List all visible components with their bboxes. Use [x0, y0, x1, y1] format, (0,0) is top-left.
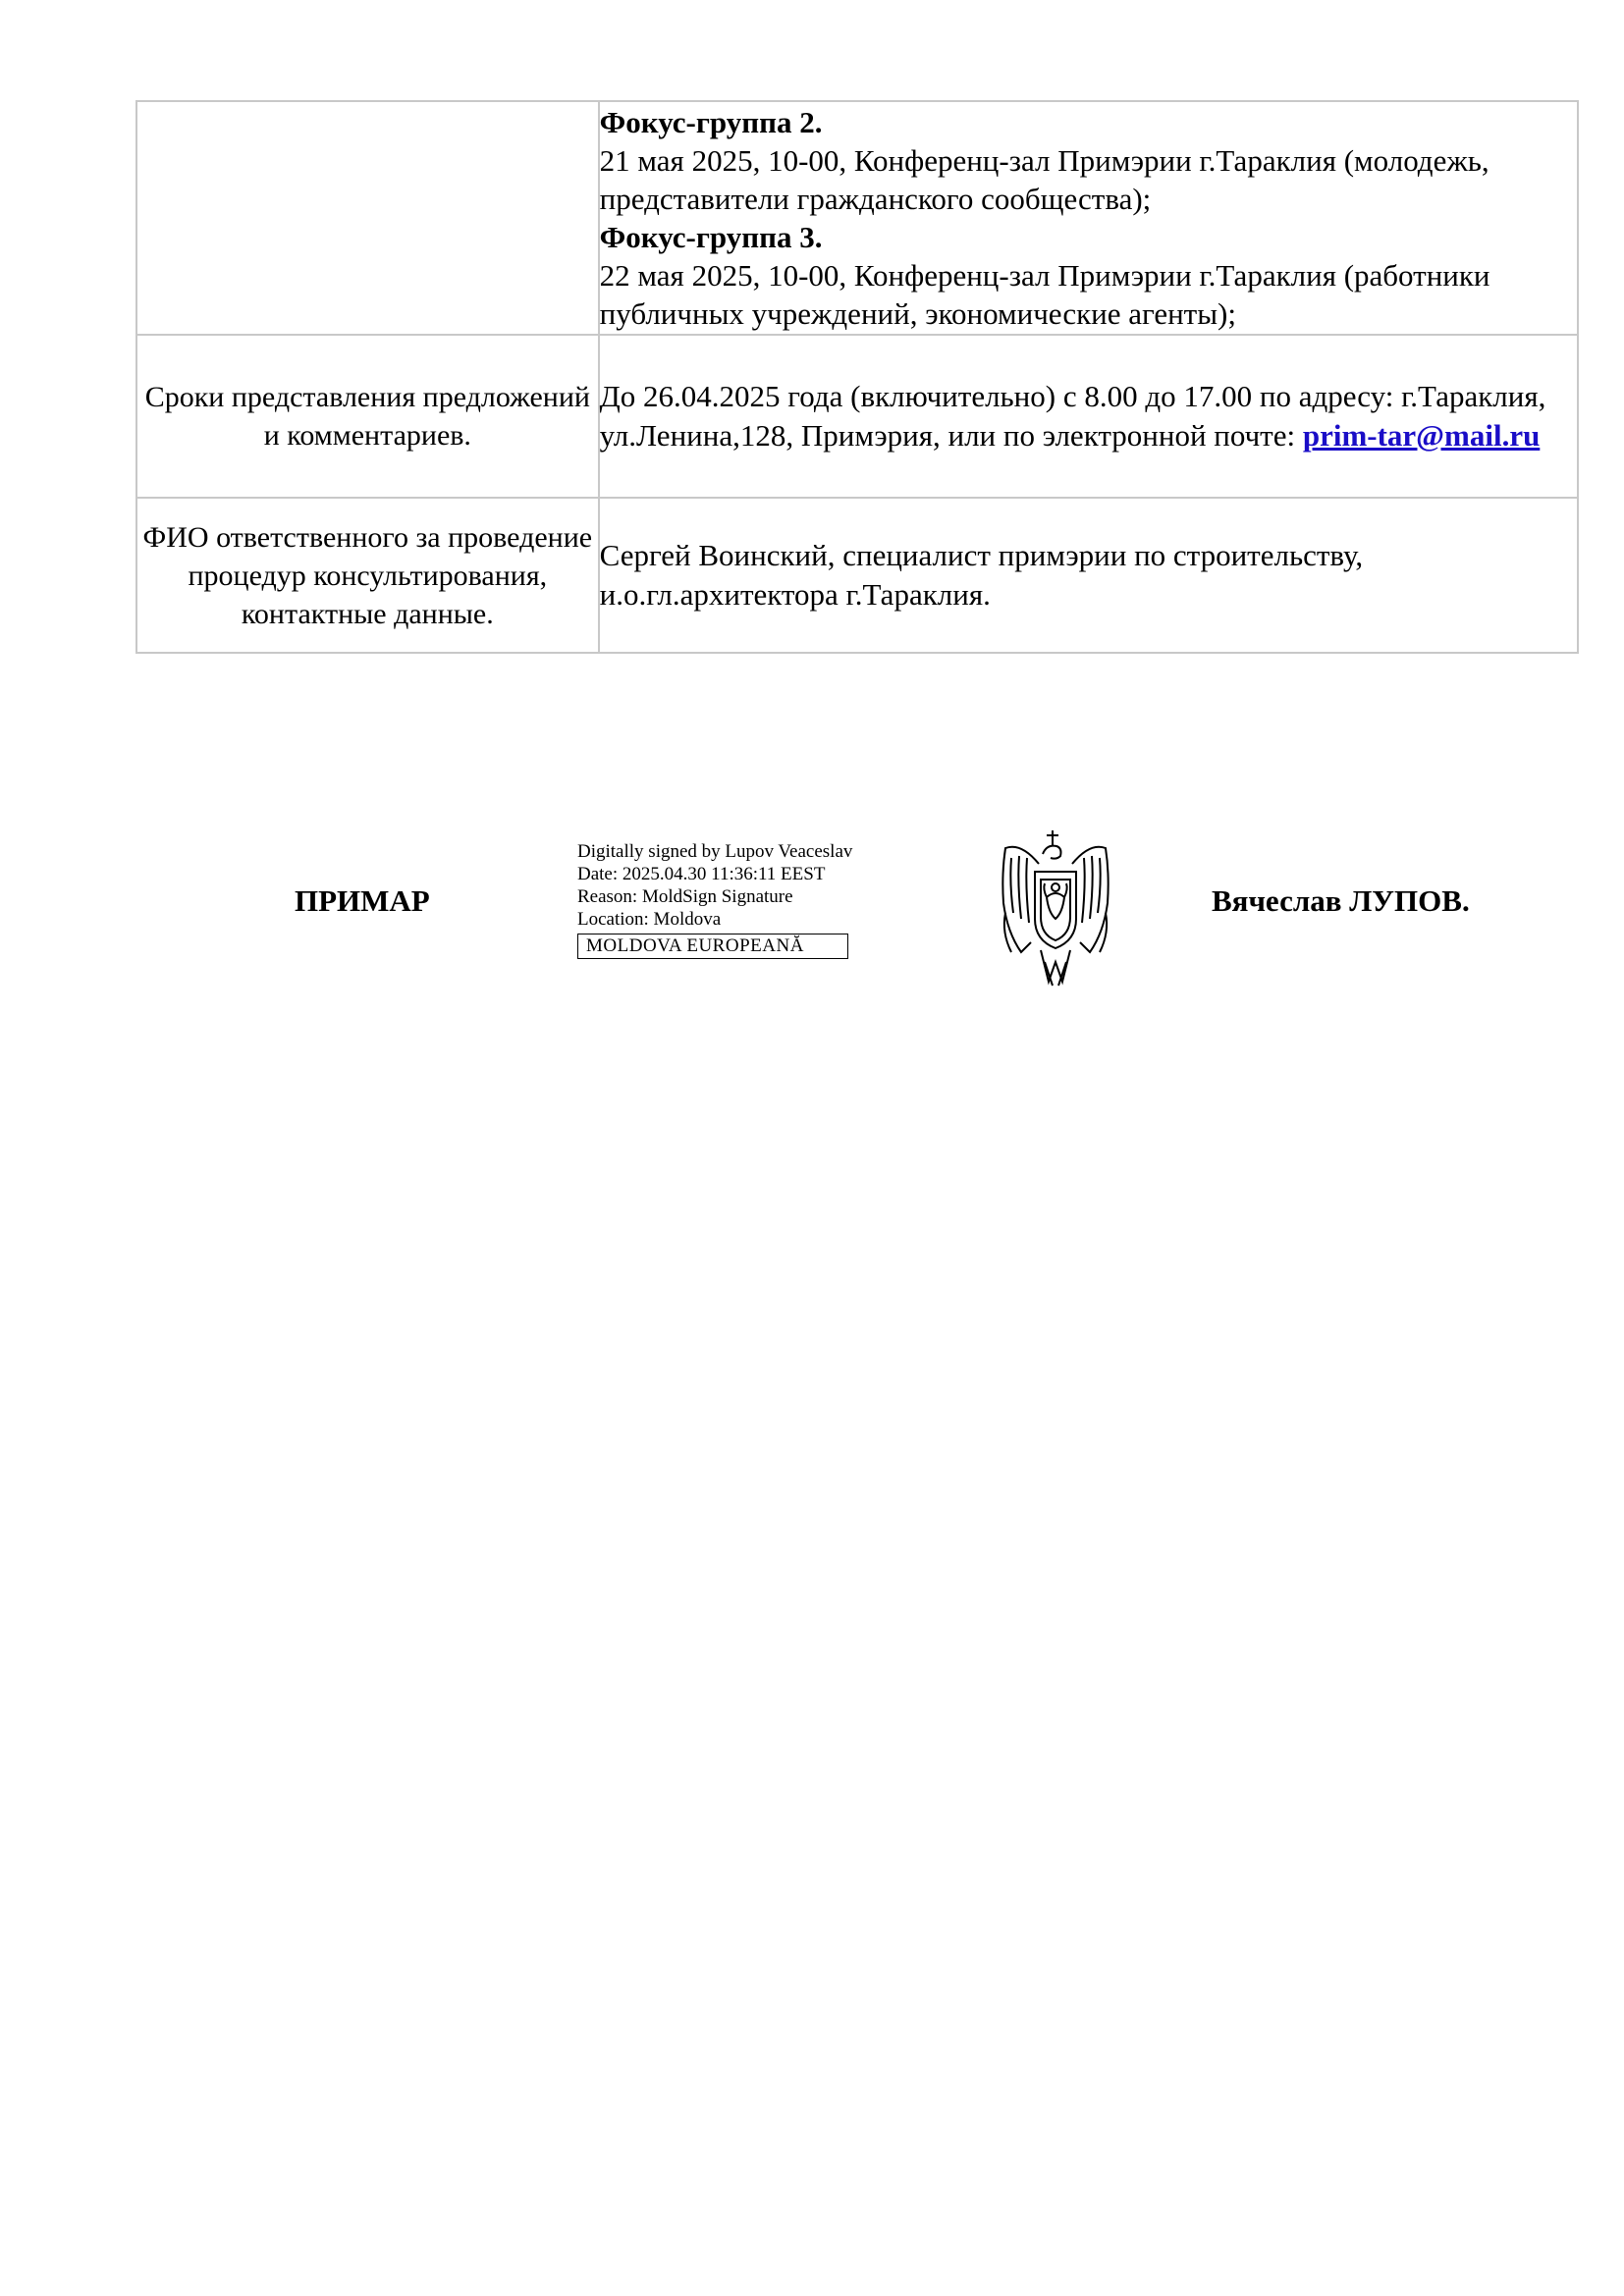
digital-signature-reason: Reason: MoldSign Signature [577, 886, 793, 907]
deadlines-cell [599, 335, 1578, 498]
table-row-focus-groups [136, 101, 1578, 335]
email-link[interactable]: prim-tar@mail.ru [1302, 418, 1541, 453]
consultation-table [135, 100, 1579, 654]
responsible-label: ФИО ответственного за проведение процедур консультирования, контактные данные. [136, 498, 599, 653]
deadlines-label: Сроки представления предложений и комментариев. [136, 335, 599, 498]
focus-groups-cell [599, 101, 1578, 335]
deadlines-text: До 26.04.2025 года (включительно) с 8.00 до 17.00 по адресу: г.Тараклия, ул.Ленина,128, Примэрия, или по электронной почте: [599, 379, 1546, 453]
focus-group-3-title: Фокус-группа 3. [599, 220, 823, 254]
mayor-name: Вячеслав ЛУПОВ. [1212, 883, 1470, 918]
focus-group-2-text: 21 мая 2025, 10-00, Конференц-зал Примэрии г.Тараклия (молодежь, представители гражданского сообщества); [599, 143, 1489, 216]
digital-signature-date: Date: 2025.04.30 11:36:11 EEST [577, 864, 826, 884]
digital-signature-signer: Digitally signed by Lupov Veaceslav [577, 841, 853, 862]
moldova-coat-of-arms-icon [992, 825, 1119, 989]
digital-signature-block [577, 840, 852, 959]
table-row-deadlines [136, 335, 1578, 498]
signature-stamp: MOLDOVA EUROPEANĂ [577, 934, 848, 959]
table-row-responsible [136, 498, 1578, 653]
focus-group-3-text: 22 мая 2025, 10-00, Конференц-зал Примэрии г.Тараклия (работники публичных учреждений, экономические агенты); [599, 258, 1490, 331]
responsible-text: Сергей Воинский, специалист примэрии по строительству, и.о.гл.архитектора г.Тараклия. [599, 498, 1578, 653]
digital-signature-location: Location: Moldova [577, 909, 722, 930]
empty-left-cell [136, 101, 599, 335]
signature-title: ПРИМАР [295, 883, 430, 918]
focus-group-2-title: Фокус-группа 2. [599, 105, 823, 139]
